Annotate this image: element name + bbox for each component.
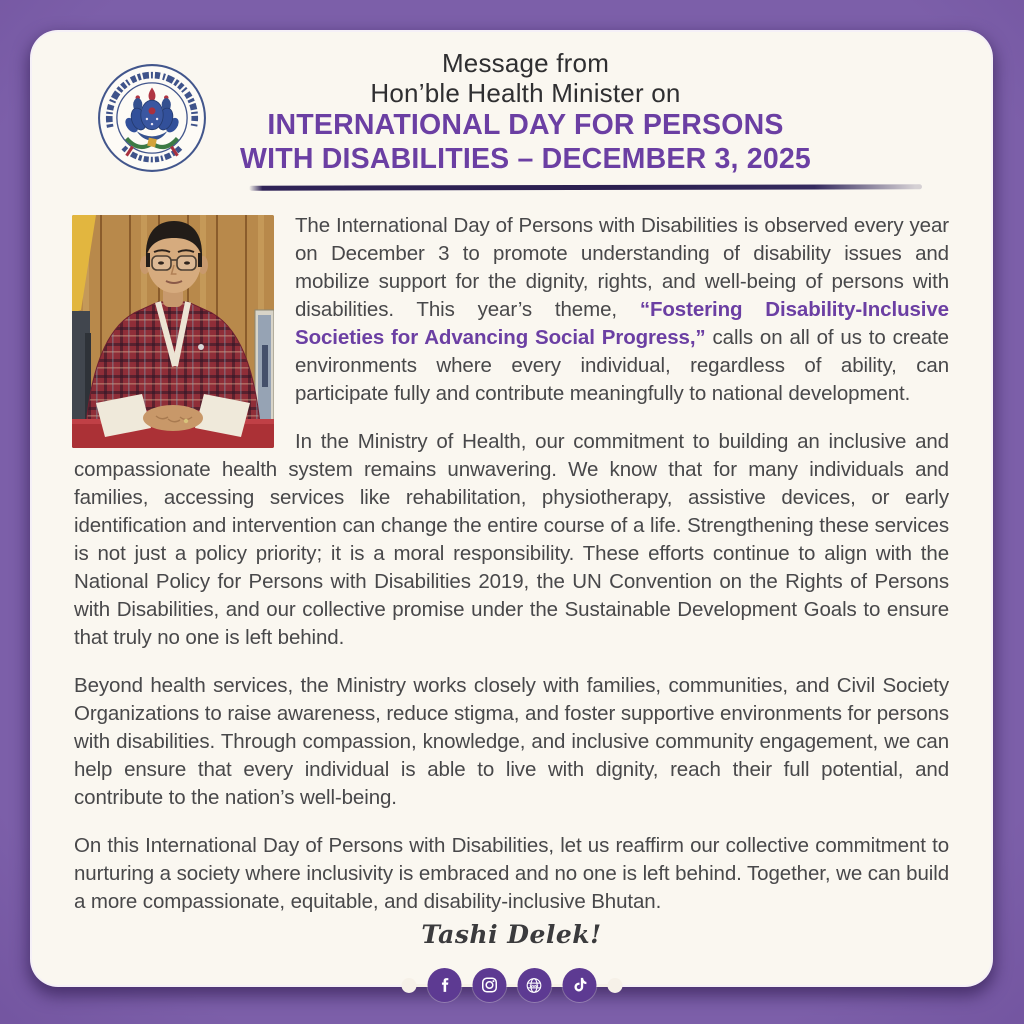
- brush-stroke-divider: [249, 184, 922, 190]
- message-card: [30, 30, 993, 987]
- signoff-tashi-delek: Tashi Delek!: [421, 920, 602, 949]
- decorative-dot-right: [607, 978, 622, 993]
- facebook-icon[interactable]: [427, 968, 461, 1002]
- header-line-2: Hon’ble Health Minister on: [370, 78, 681, 108]
- header-title-line-2: WITH DISABILITIES – DECEMBER 3, 2025: [240, 143, 811, 175]
- paragraph-1-continued: calls on all of us to create environments where every individual, regardless of ability, can participate fully and contribute meaningfully to national development.: [295, 326, 949, 405]
- paragraph-2: In the Ministry of Health, our commitment to building an inclusive and compassionate health system remains unwavering. We know that for many individuals and families, accessing services like rehabilitation, physiotherapy, assistive devices, or early identification and intervention can change the entire course of a life. Strengthening these services is not just a policy priority; it is a moral responsibility. These efforts continue to align with the National Policy for Persons with Disabilities 2019, the UN Convention on the Rights of Persons with Disabilities, and our collective promise under the Sustainable Development Goals to ensure that truly no one is left behind.: [74, 430, 949, 649]
- social-media-bar: [401, 968, 622, 1002]
- minister-portrait-photo: [72, 215, 274, 448]
- paragraph-1-text: The International Day of Persons with Disabilities is observed every year on December 3 to promote understanding of disability issues and mobilize support for the dignity, rights, and well-being of persons with disabilities. This year’s theme,: [295, 214, 949, 321]
- globe-www-icon[interactable]: [517, 968, 551, 1002]
- header-title-line-1: INTERNATIONAL DAY FOR PERSONS: [267, 109, 784, 141]
- instagram-icon[interactable]: [472, 968, 506, 1002]
- header: [88, 48, 963, 176]
- svg-text:www: www: [529, 983, 539, 988]
- paragraph-4: On this International Day of Persons with Disabilities, let us reaffirm our collective commitment to nurturing a society where inclusivity is embraced and no one is left behind. Together, we can build a more compassionate, equitable, and disability-inclusive Bhutan.: [74, 834, 949, 913]
- paragraph-3: Beyond health services, the Ministry works closely with families, communities, and Civil Society Organizations to raise awareness, reduce stigma, and foster supportive environments for persons with disabilities. Through compassion, knowledge, and inclusive community engagement, we can help ensure that every individual is able to live with dignity, reach their full potential, and contribute to the nation’s well-being.: [74, 674, 949, 809]
- header-line-1: Message from: [441, 48, 610, 78]
- message-body: [74, 212, 949, 916]
- theme-highlight: “Fostering Disability-Inclusive Societies for Advancing Social Progress,”: [295, 298, 949, 349]
- decorative-dot-left: [401, 978, 416, 993]
- tiktok-icon[interactable]: [562, 968, 596, 1002]
